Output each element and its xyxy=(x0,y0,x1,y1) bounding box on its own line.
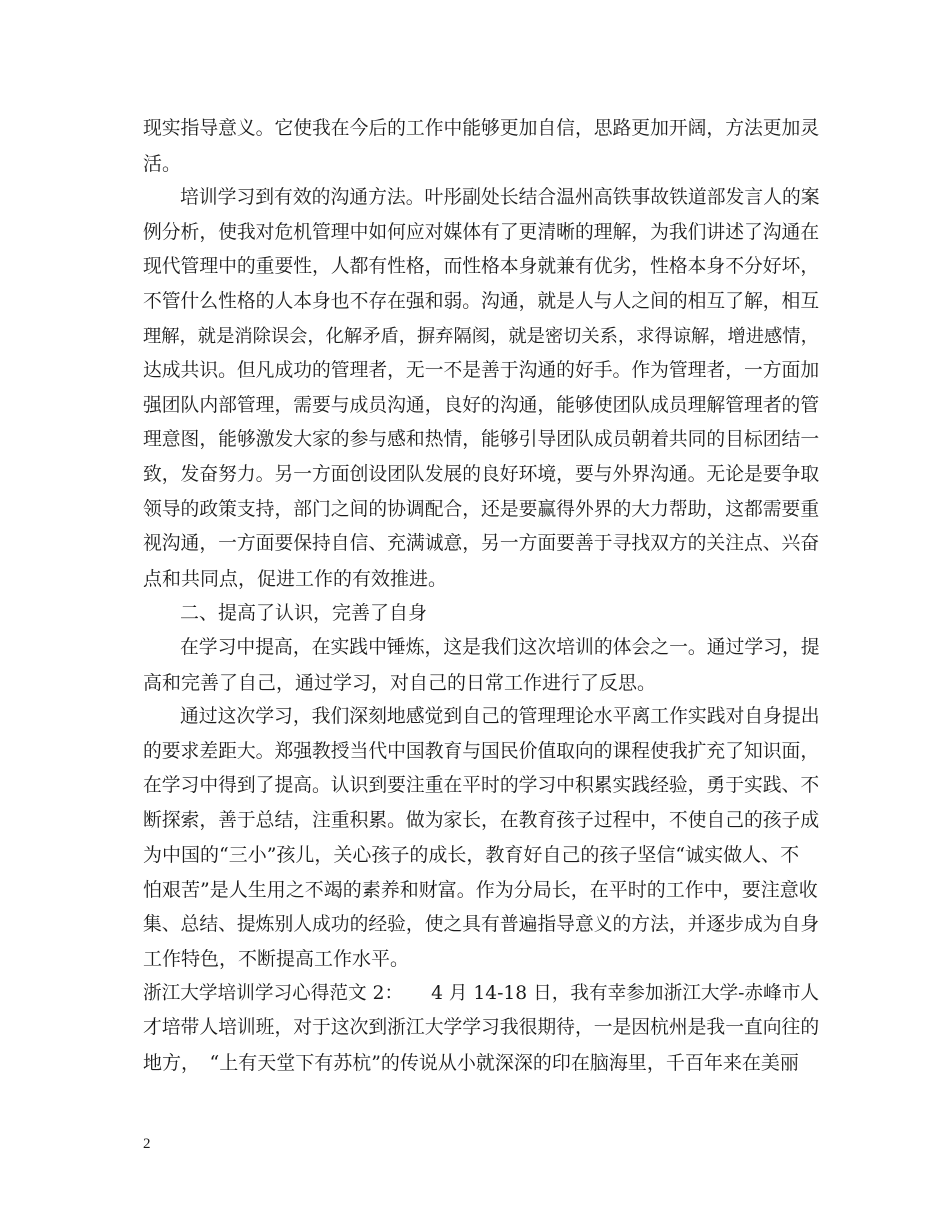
page-number: 2 xyxy=(143,1136,151,1152)
text-line: 高和完善了自己，通过学习，对自己的日常工作进行了反思。 xyxy=(143,671,657,694)
text-line: 活。 xyxy=(143,152,182,175)
text-line: 通过这次学习，我们深刻地感觉到自己的管理理论水平离工作实践对自身提出 xyxy=(180,706,820,728)
text-line: 为中国的“三小”孩儿，关心孩子的成长，教育好自己的孩子坚信“诚实做人、不 xyxy=(143,844,800,867)
text-line: 点和共同点，促进工作的有效推进。 xyxy=(143,567,448,590)
text-line: 的要求差距大。郑强教授当代中国教育与国民价值取向的课程使我扩充了知识面， xyxy=(143,740,820,762)
document-body xyxy=(143,112,823,1081)
text-line: 才培带人培训班，对于这次到浙江大学学习我很期待，一是因杭州是我一直向往的 xyxy=(143,1017,820,1039)
text-line: 现代管理中的重要性，人都有性格，而性格本身就兼有优劣，性格本身不分好坏， xyxy=(143,256,820,278)
text-line: 不管什么性格的人本身也不存在强和弱。沟通，就是人与人之间的相互了解，相互 xyxy=(143,290,820,312)
text-line: 在学习中得到了提高。认识到要注重在平时的学习中积累实践经验，勇于实践、不 xyxy=(143,775,820,797)
text-line: 例分析，使我对危机管理中如何应对媒体有了更清晰的理解，为我们讲述了沟通在 xyxy=(143,221,820,243)
text-line: 强团队内部管理，需要与成员沟通，良好的沟通，能够使团队成员理解管理者的管 xyxy=(143,394,820,416)
text-line: 地方， “上有天堂下有苏杭”的传说从小就深深的印在脑海里，千百年来在美丽 xyxy=(143,1052,799,1075)
text-line: 达成共识。但凡成功的管理者，无一不是善于沟通的好手。作为管理者，一方面加 xyxy=(143,360,820,382)
text-line: 二、提高了认识，完善了自身 xyxy=(180,602,428,625)
text-line: 现实指导意义。它使我在今后的工作中能够更加自信，思路更加开阔，方法更加灵 xyxy=(143,118,820,139)
text-line: 致，发奋努力。另一方面创设团队发展的良好环境，要与外界沟通。无论是要争取 xyxy=(143,463,820,485)
text-line: 浙江大学培训学习心得范文 2： 4 月 14-18 日，我有幸参加浙江大学-赤峰市人 xyxy=(143,982,819,1004)
text-line: 领导的政策支持，部门之间的协调配合，还是要赢得外界的大力帮助，这都需要重 xyxy=(143,498,820,520)
text-line: 工作特色，不断提高工作水平。 xyxy=(143,948,410,971)
text-line: 理解，就是消除误会，化解矛盾，摒弃隔阂，就是密切关系，求得谅解，增进感情， xyxy=(143,325,819,347)
text-line: 断探索，善于总结，注重积累。做为家长，在教育孩子过程中，不使自己的孩子成 xyxy=(143,809,820,831)
text-line: 视沟通，一方面要保持自信、充满诚意，另一方面要善于寻找双方的关注点、兴奋 xyxy=(143,533,820,555)
text-line: 培训学习到有效的沟通方法。叶彤副处长结合温州高铁事故铁道部发言人的案 xyxy=(180,187,820,209)
text-line: 理意图，能够激发大家的参与感和热情，能够引导团队成员朝着共同的目标团结一 xyxy=(143,429,820,451)
text-line: 怕艰苦”是人生用之不竭的素养和财富。作为分局长，在平时的工作中，要注意收 xyxy=(143,879,818,902)
text-line: 集、总结、提炼别人成功的经验，使之具有普遍指导意义的方法，并逐步成为自身 xyxy=(143,913,820,935)
text-line: 在学习中提高，在实践中锤炼，这是我们这次培训的体会之一。通过学习，提 xyxy=(180,636,820,658)
